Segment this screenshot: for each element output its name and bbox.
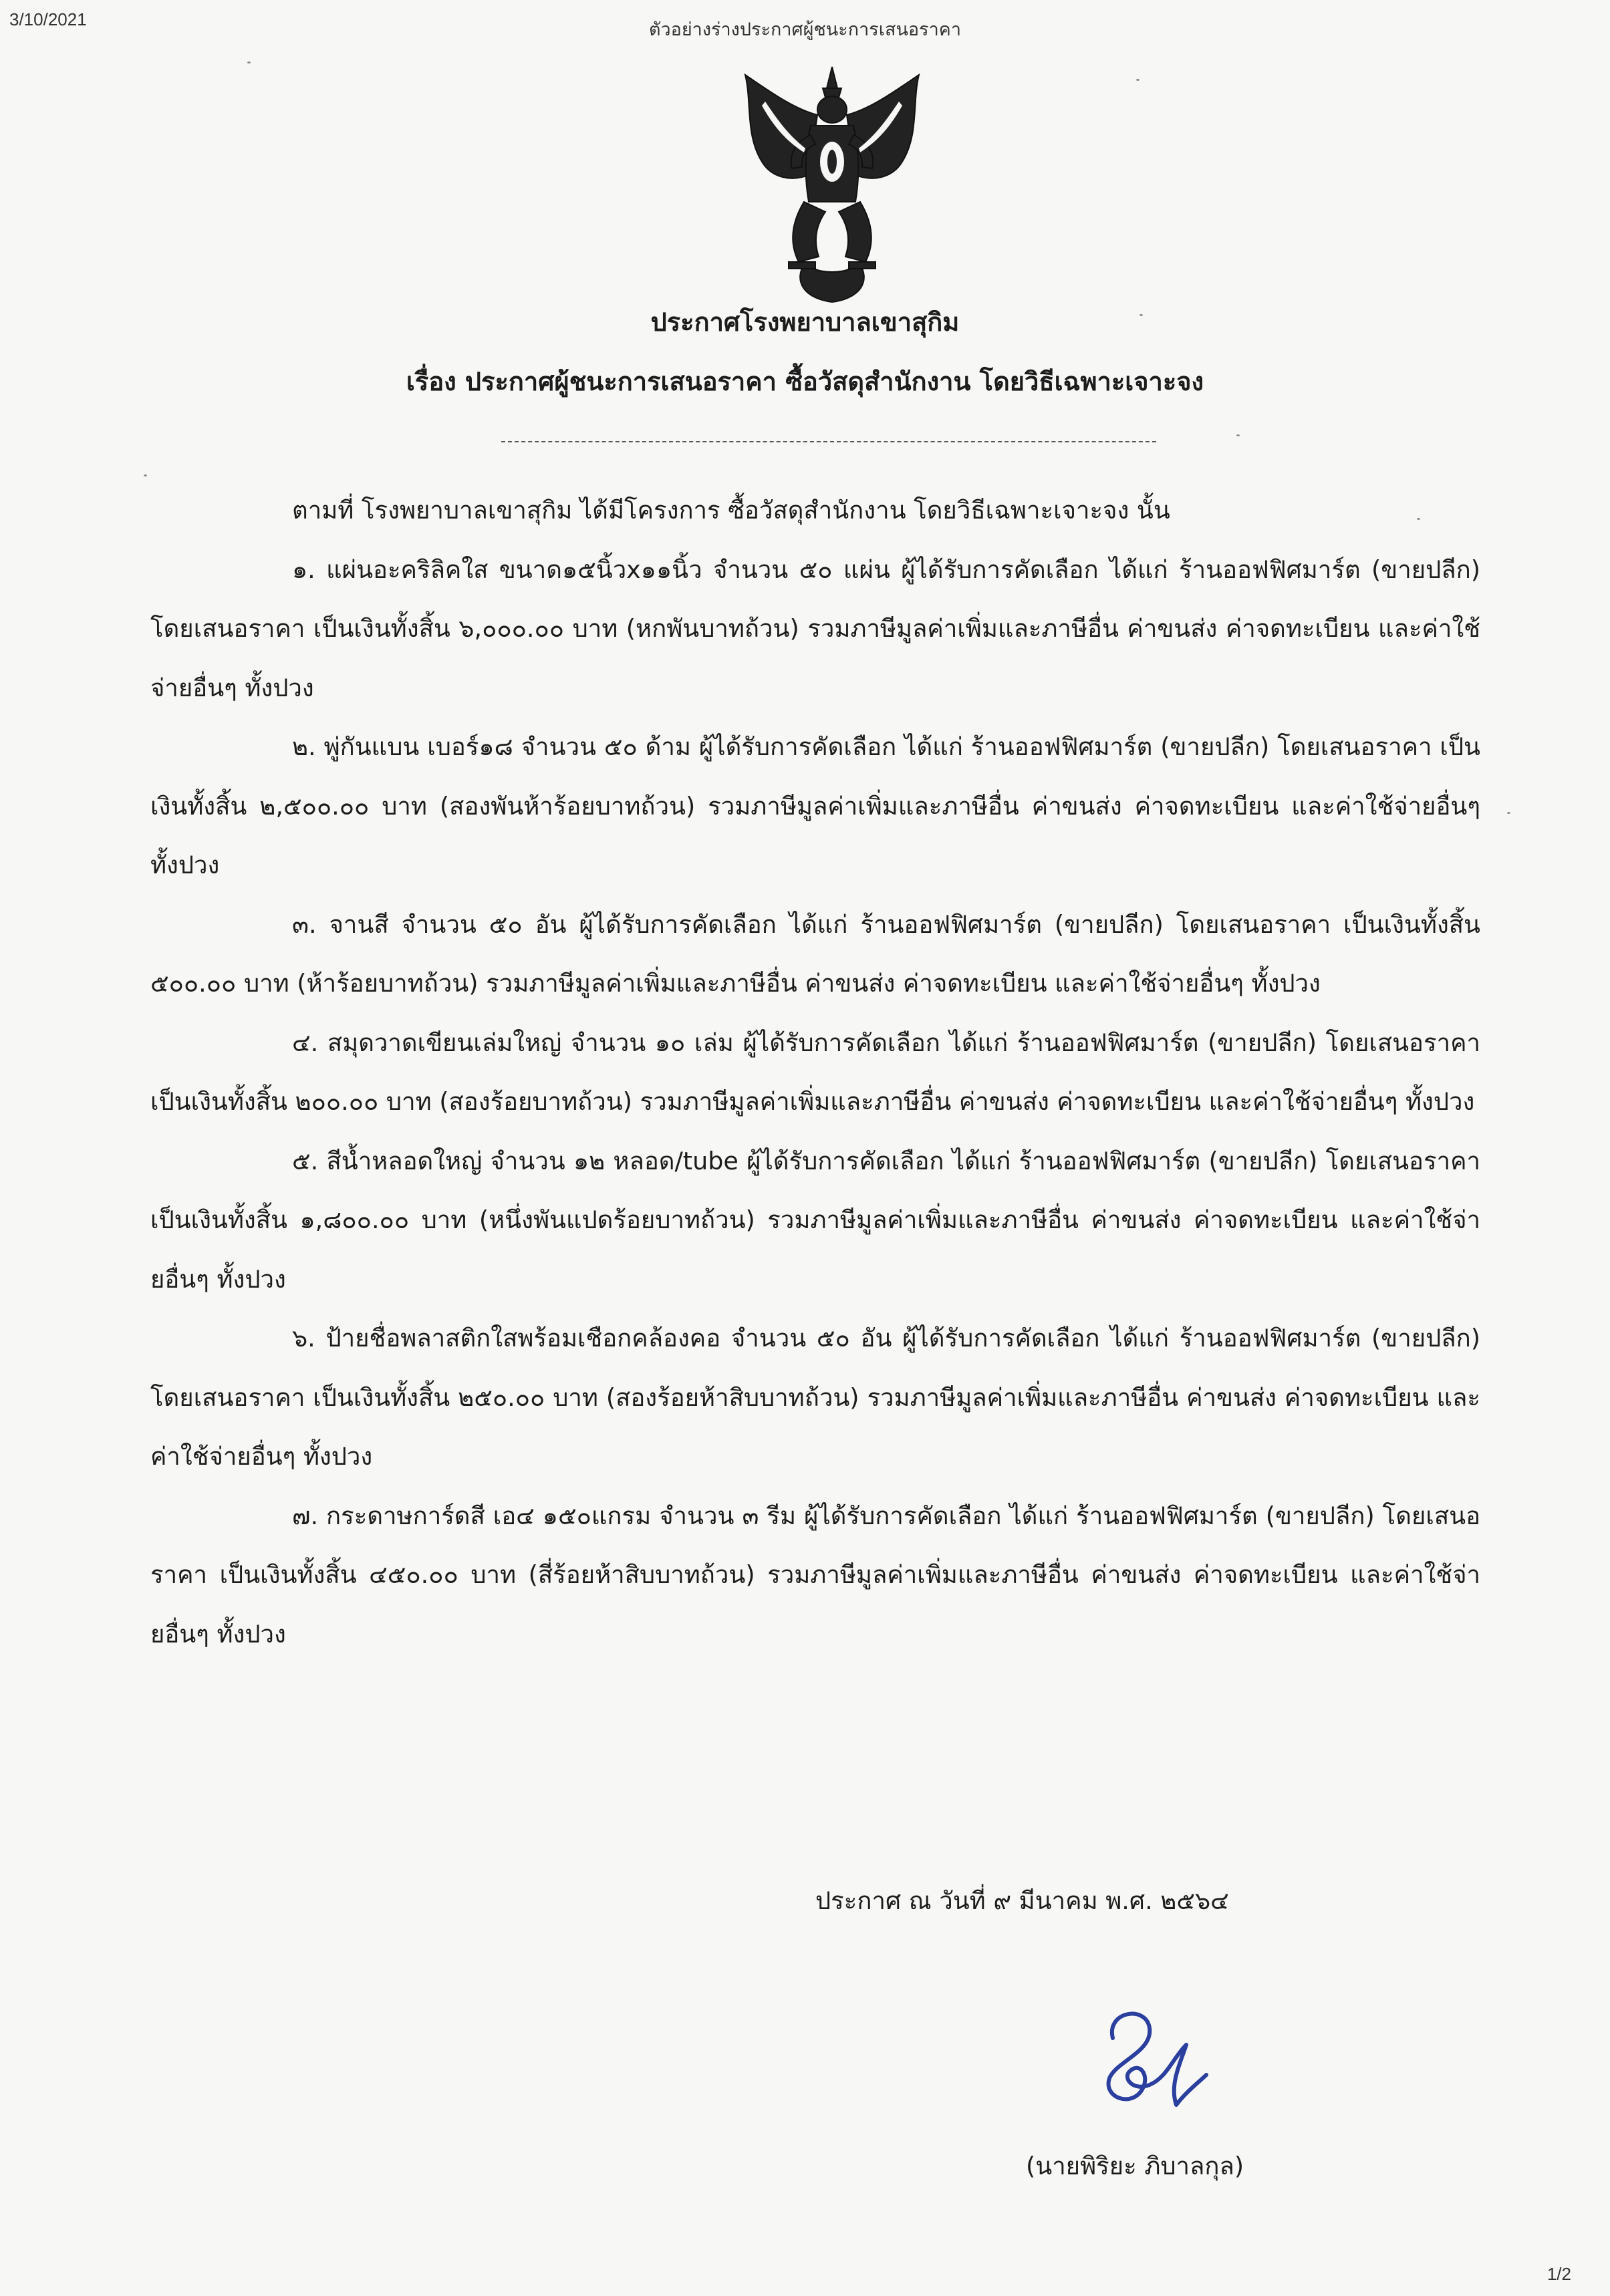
separator-line <box>501 441 1156 442</box>
item-paragraph: ๗. กระดาษการ์ดสี เอ๔ ๑๕๐แกรม จำนวน ๓ รีม ผู้ได้รับการคัดเลือก ได้แก่ ร้านออฟฟิศมาร์ต (ขายปลีก) โดยเสนอราคา เป็นเงินทั้งสิ้น ๔๕๐.๐๐ บาท (สี่ร้อยห้าสิบบาทถ้วน) รวมภาษีมูลค่าเพิ่มและภาษีอื่น ค่าขนส่ง ค่าจดทะเบียน และค่าใช้จ่ายอื่นๆ ทั้งปวง <box>150 1501 1480 1648</box>
garuda-emblem-icon <box>725 61 939 309</box>
item-paragraph: ๔. สมุดวาดเขียนเล่มใหญ่ จำนวน ๑๐ เล่ม ผู้ได้รับการคัดเลือก ได้แก่ ร้านออฟฟิศมาร์ต (ขายปลีก) โดยเสนอราคา เป็นเงินทั้งสิ้น ๒๐๐.๐๐ บาท (สองร้อยบาทถ้วน) รวมภาษีมูลค่าเพิ่มและภาษีอื่น ค่าขนส่ง ค่าจดทะเบียน และค่าใช้จ่ายอื่นๆ ทั้งปวง <box>150 1028 1480 1116</box>
item-paragraph: ๒. พู่กันแบน เบอร์๑๘ จำนวน ๕๐ ด้าม ผู้ได้รับการคัดเลือก ได้แก่ ร้านออฟฟิศมาร์ต (ขายปลีก) โดยเสนอราคา เป็นเงินทั้งสิ้น ๒,๕๐๐.๐๐ บาท (สองพันห้าร้อยบาทถ้วน) รวมภาษีมูลค่าเพิ่มและภาษีอื่น ค่าขนส่ง ค่าจดทะเบียน และค่าใช้จ่ายอื่นๆ ทั้งปวง <box>150 732 1480 879</box>
scan-speck <box>1236 434 1240 436</box>
scan-speck <box>144 474 147 476</box>
item-paragraph: ๕. สีน้ำหลอดใหญ่ จำนวน ๑๒ หลอด/tube ผู้ได้รับการคัดเลือก ได้แก่ ร้านออฟฟิศมาร์ต (ขายปลีก) โดยเสนอราคา เป็นเงินทั้งสิ้น ๑,๘๐๐.๐๐ บาท (หนึ่งพันแปดร้อยบาทถ้วน) รวมภาษีมูลค่าเพิ่มและภาษีอื่น ค่าขนส่ง ค่าจดทะเบียน และค่าใช้จ่ายอื่นๆ ทั้งปวง <box>150 1146 1480 1294</box>
page-number: 1/2 <box>1547 2264 1571 2284</box>
announcement-body <box>150 481 1480 1664</box>
scan-speck <box>1417 518 1420 520</box>
print-date: 3/10/2021 <box>9 9 87 29</box>
scan-speck <box>1139 314 1143 316</box>
scan-speck <box>1136 79 1139 81</box>
scan-speck <box>1507 812 1510 814</box>
item-paragraph: ๓. จานสี จำนวน ๕๐ อัน ผู้ได้รับการคัดเลือก ได้แก่ ร้านออฟฟิศมาร์ต (ขายปลีก) โดยเสนอราคา เป็นเงินทั้งสิ้น ๕๐๐.๐๐ บาท (ห้าร้อยบาทถ้วน) รวมภาษีมูลค่าเพิ่มและภาษีอื่น ค่าขนส่ง ค่าจดทะเบียน และค่าใช้จ่ายอื่นๆ ทั้งปวง <box>150 909 1480 998</box>
announcement-subject: เรื่อง ประกาศผู้ชนะการเสนอราคา ซื้อวัสดุสำนักงาน โดยวิธีเฉพาะเจาะจง <box>406 367 1204 396</box>
signer-name: (นายพิริยะ ภิบาลกุล) <box>1026 2152 1244 2180</box>
intro-paragraph: ตามที่ โรงพยาบาลเขาสุกิม ได้มีโครงการ ซื้อวัสดุสำนักงาน โดยวิธีเฉพาะเจาะจง นั้น <box>292 496 1170 525</box>
organization-title: ประกาศโรงพยาบาลเขาสุกิม <box>650 307 960 337</box>
scan-speck <box>247 61 251 63</box>
document-header-label: ตัวอย่างร่างประกาศผู้ชนะการเสนอราคา <box>648 19 962 40</box>
item-paragraph: ๑. แผ่นอะคริลิคใส ขนาด๑๕นิ้วx๑๑นิ้ว จำนวน ๕๐ แผ่น ผู้ได้รับการคัดเลือก ได้แก่ ร้านออฟฟิศมาร์ต (ขายปลีก) โดยเสนอราคา เป็นเงินทั้งสิ้น ๖,๐๐๐.๐๐ บาท (หกพันบาทถ้วน) รวมภาษีมูลค่าเพิ่มและภาษีอื่น ค่าขนส่ง ค่าจดทะเบียน และค่าใช้จ่ายอื่นๆ ทั้งปวง <box>150 555 1480 702</box>
announcement-date: ประกาศ ณ วันที่ ๙ มีนาคม พ.ศ. ๒๕๖๔ <box>815 1886 1229 1915</box>
item-paragraph: ๖. ป้ายชื่อพลาสติกใสพร้อมเชือกคล้องคอ จำนวน ๕๐ อัน ผู้ได้รับการคัดเลือก ได้แก่ ร้านออฟฟิศมาร์ต (ขายปลีก) โดยเสนอราคา เป็นเงินทั้งสิ้น ๒๕๐.๐๐ บาท (สองร้อยห้าสิบบาทถ้วน) รวมภาษีมูลค่าเพิ่มและภาษีอื่น ค่าขนส่ง ค่าจดทะเบียน และค่าใช้จ่ายอื่นๆ ทั้งปวง <box>150 1324 1480 1471</box>
signature <box>1086 1998 1220 2118</box>
